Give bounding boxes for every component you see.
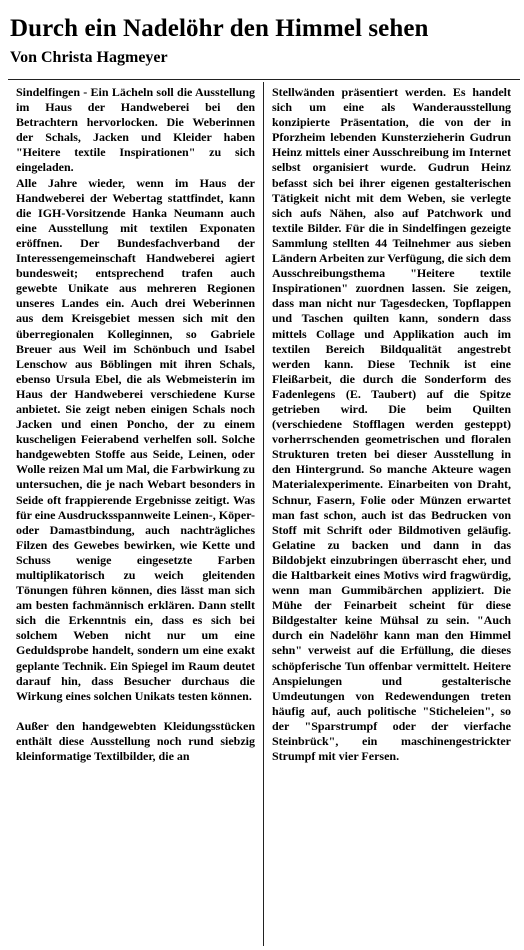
paragraph-exhibition: Außer den handgewebten Kleidungsstücken enthält diese Ausstellung noch rund siebzig kleinformatige Textilbilder, die an (16, 718, 255, 764)
article-byline: Von Christa Hagmeyer (10, 49, 168, 66)
text-column-right (272, 85, 511, 764)
text-column-left (16, 85, 255, 764)
article-headline: Durch ein Nadelöhr den Himmel sehen (10, 15, 429, 42)
paragraph-body: Alle Jahre wieder, wenn im Haus der Handweberei der Webertag stattfindet, kann die IGH-Vorsitzende Hanka Neumann auch eine Ausstellung mit textilen Exponaten eröffnen. Der Bundesfachverband der Interessengemeinschaft Handweberei agiert bundesweit; entsprechend trafen auch gewebte Unikate aus mehreren Regionen unseres Landes ein. Auch drei Weberinnen aus dem Kreisgebiet messen sich mit den überregionalen Kolleginnen, so Gabriele Breuer aus Weil im Schönbuch und Isabel Lenschow aus Böblingen mit ihren Schals, ebenso Ursula Ebel, die als Webmeisterin im Haus der Handweberei verschiedene Kurse anbietet. Sie zeigt neben einigen Schals noch Jacken und einen Poncho, der zu einem kuscheligen Feierabend verhelfen soll. Solche handgewebten Stoffe aus Seide, Leinen, oder Wolle reizen Mal um Mal, die Farbwirkung zu untersuchen, die je nach Webart besonders in Seide oft frappierende Ergebnisse zeitigt. Was für eine Ausdrucksspannweite Leinen-, Köper- oder Damastbindung, auch nachträgliches Filzen des Gewebes bewirken, wie Kette und Schuss wenige eingesetzte Farben multiplikatorisch zu weich gleitenden Tönungen führen können, dies lässt man sich am besten fachmännisch erklären. Dann stellt sich die Erkenntnis ein, dass es sich bei solchem Weben nicht nur um eine Geduldsprobe handelt, sondern um eine exakt geplante Technik. Ein Spiegel im Raum deutet darauf hin, dass Besucher durchaus die Wirkung eines solchen Unikats testen können. (16, 175, 256, 703)
paragraph-intro: Sindelfingen - Ein Lächeln soll die Ausstellung im Haus der Handweberei bei den Betrachtern hervorlocken. Die Weberinnen der Schals, Jacken und Kleider haben "Heitere textile Inspirationen" zu sich eingeladen. (16, 85, 255, 175)
column-divider (263, 82, 264, 946)
paragraph-continuation: Stellwänden präsentiert werden. Es handelt sich um eine als Wanderausstellung konzipierte Präsentation, die von der in Pforzheim lebenden Kunsterzieherin Gudrun Heinz mittels einer Ausschreibung im Internet selbst organisiert wurde. Gudrun Heinz befasst sich bei ihrer eigenen gestalterischen Tätigkeit nicht mit dem Weben, sie verlegte sich aufs Nähen, also auf Patchwork und textile Bilder. Für die in Sindelfingen gezeigte Sammlung stellten 44 Teilnehmer aus sieben Ländern Arbeiten zur Verfügung, die sich dem Ausschreibungsthema "Heitere textile Inspirationen" zuordnen lassen. Sie zeigen, dass man nicht nur Tagesdecken, Topflappen und Taschen quilten kann, sondern dass mittels Collage und Applikation auch im textilen Bereich Bildqualität angestrebt werden kann. Diese Technik ist eine Fleißarbeit, die durch die Sonderform des Fadenlegens (E. Taubert) auf die Spitze getrieben wird. Die beim Quilten (verschiedene Stofflagen werden gesteppt) vorherrschenden geometrischen und floralen Strukturen treten bei dieser Ausstellung in den Hintergrund. So manche Akteure wagen Materialexperimente. Einarbeiten von Draht, Schnur, Fasern, Folie oder Münzen erwartet man fast schon, auch ist das Bedrucken von Stoff mit Schrift oder Bildmotiven geläufig. Gelatine zu backen und dann in das Bildobjekt einzubringen überrascht eher, und die Haltbarkeit eines Motivs wird fragwürdig, wenn man Gummibärchen appliziert. Die Mühe der Feinarbeit scheint für diese Bildgestalter keine Mühsal zu sein. "Auch durch ein Nadelöhr kann man den Himmel sehn" verweist auf die Erfüllung, die dieses schöpferische Tun offenbar vermittelt. Heitere Anspielungen und gestalterische Umdeutungen von Redewendungen treten häufig auf, auch politische "Sticheleien", so der "Sparstrumpf oder der vierfache Steinbrück", ein maschinengestrickter Strumpf mit vier Fersen. (272, 85, 511, 764)
header-rule (8, 79, 520, 80)
